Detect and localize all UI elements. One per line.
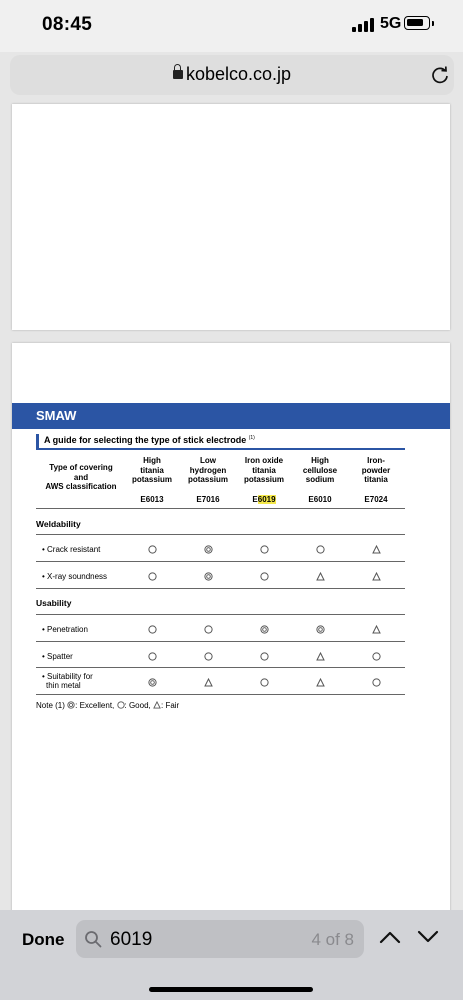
table-rule: [36, 534, 405, 535]
signal-icon: [352, 18, 374, 32]
column-header: High titania potassium: [131, 456, 172, 484]
row-label: • Suitability for thin metal: [42, 672, 93, 690]
good-mark: [204, 652, 213, 661]
good-mark: [372, 678, 381, 687]
table-title: A guide for selecting the type of stick electrode: [44, 435, 247, 445]
excellent-mark: [316, 625, 325, 634]
good-mark: [260, 678, 269, 687]
column-header: Iron- powder titania: [361, 456, 391, 484]
row-label: • Crack resistant: [42, 545, 101, 554]
table-caption: [36, 434, 405, 450]
fair-mark: [204, 678, 213, 687]
row-label: • Spatter: [42, 652, 73, 661]
chevron-up-icon[interactable]: [379, 930, 401, 944]
excellent-mark: [204, 572, 213, 581]
row-header-label: Type of covering and AWS classification: [45, 463, 117, 491]
section-label: Usability: [36, 598, 72, 608]
section-label: Weldability: [36, 519, 81, 529]
aws-code-match: E6019: [252, 495, 276, 504]
row-label: • Penetration: [42, 625, 88, 634]
clock: 08:45: [42, 14, 93, 35]
good-mark: [260, 545, 269, 554]
excellent-mark: [148, 678, 157, 687]
aws-code: E6010: [308, 495, 332, 504]
banner-title: SMAW: [36, 408, 77, 423]
table-rule: [36, 508, 405, 509]
status-bar: [0, 0, 463, 52]
column-header: Iron oxide titania potassium: [243, 456, 284, 484]
search-icon: [84, 930, 102, 948]
battery-icon: [404, 16, 430, 30]
find-input[interactable]: [76, 920, 364, 958]
table-rule: [36, 641, 405, 642]
fair-icon: [153, 701, 161, 709]
lock-icon: [173, 70, 183, 79]
aws-code: E7016: [196, 495, 220, 504]
pdf-page-previous: [12, 104, 450, 330]
legend-note: Note (1) : Excellent, : Good, : Fair: [36, 701, 180, 710]
table-rule: [36, 667, 405, 668]
fair-mark: [316, 678, 325, 687]
excellent-icon: [67, 701, 75, 709]
aws-code: E7024: [364, 495, 388, 504]
good-mark: [148, 545, 157, 554]
good-mark: [260, 652, 269, 661]
row-label: • X-ray soundness: [42, 572, 108, 581]
address-bar[interactable]: [10, 55, 454, 95]
reload-icon[interactable]: [430, 65, 450, 85]
table-rule: [36, 588, 405, 589]
good-mark: [260, 572, 269, 581]
search-highlight: 6019: [257, 495, 276, 504]
excellent-mark: [260, 625, 269, 634]
good-mark: [204, 625, 213, 634]
section-banner: [12, 403, 450, 429]
table-rule: [36, 694, 405, 695]
fair-mark: [316, 572, 325, 581]
column-header: High cellulose sodium: [302, 456, 338, 484]
table-rule: [36, 614, 405, 615]
fair-mark: [372, 572, 381, 581]
good-mark: [148, 652, 157, 661]
good-mark: [148, 572, 157, 581]
fair-mark: [372, 545, 381, 554]
good-mark: [316, 545, 325, 554]
done-button[interactable]: Done: [22, 930, 65, 949]
table-rule: [36, 561, 405, 562]
footnote-ref: (1): [248, 435, 255, 441]
good-icon: [117, 701, 125, 709]
url-text: kobelco.co.jp: [185, 64, 292, 84]
pdf-page-current: [12, 343, 450, 923]
find-query: 6019: [110, 929, 153, 950]
network-label: 5G: [380, 15, 402, 32]
aws-code: E6013: [140, 495, 164, 504]
chevron-down-icon[interactable]: [417, 930, 439, 944]
fair-mark: [316, 652, 325, 661]
fair-mark: [372, 625, 381, 634]
column-header: Low hydrogen potassium: [187, 456, 228, 484]
match-count: 4 of 8: [311, 930, 354, 949]
home-indicator: [149, 987, 313, 992]
good-mark: [372, 652, 381, 661]
good-mark: [148, 625, 157, 634]
excellent-mark: [204, 545, 213, 554]
